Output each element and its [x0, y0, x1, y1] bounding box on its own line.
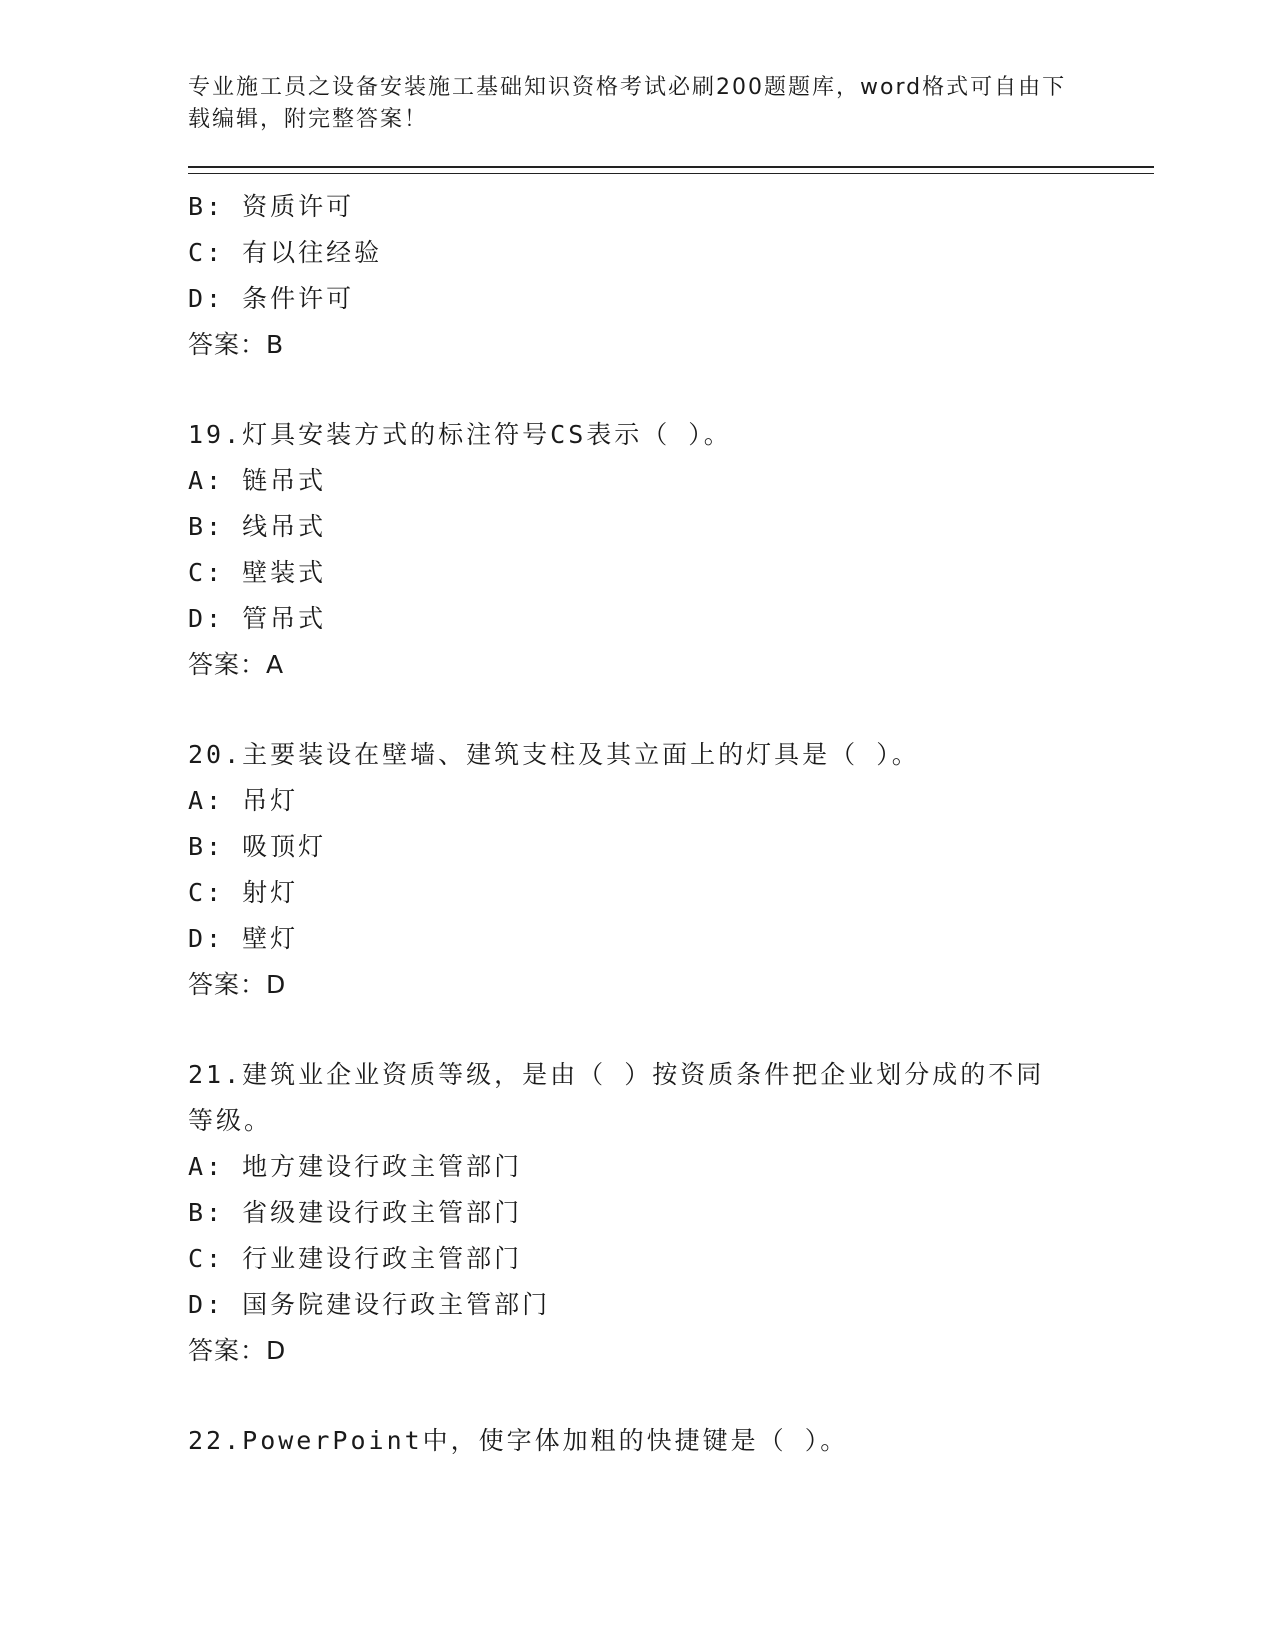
- question-text: 19.灯具安装方式的标注符号CS表示（ ）。: [188, 420, 732, 449]
- answer: 答案：D: [188, 970, 287, 999]
- option-b: B: 省级建设行政主管部门: [188, 1198, 523, 1227]
- option-d: D: 壁灯: [188, 924, 299, 953]
- answer: 答案：D: [188, 1336, 287, 1365]
- option-d: D: 管吊式: [188, 604, 327, 633]
- question-list: [188, 184, 1154, 1464]
- option-d: D: 国务院建设行政主管部门: [188, 1290, 551, 1319]
- option-a: A: 吊灯: [188, 786, 299, 815]
- option-b: B: 线吊式: [188, 512, 327, 541]
- option-a: A: 地方建设行政主管部门: [188, 1152, 523, 1181]
- option-c: C: 射灯: [188, 878, 299, 907]
- option-b: B: 吸顶灯: [188, 832, 327, 861]
- option-d: D: 条件许可: [188, 284, 355, 313]
- question-text: 22.PowerPoint中，使字体加粗的快捷键是（ ）。: [188, 1426, 849, 1455]
- document-page: [188, 72, 1154, 1464]
- option-c: C: 壁装式: [188, 558, 327, 587]
- option-c: C: 行业建设行政主管部门: [188, 1244, 523, 1273]
- header-title: 专业施工员之设备安装施工基础知识资格考试必刷200题题库，word格式可自由下载编辑，附完整答案！: [188, 75, 1067, 132]
- answer: 答案：A: [188, 650, 285, 679]
- option-a: A: 链吊式: [188, 466, 327, 495]
- header-divider: [188, 166, 1154, 174]
- option-b: B: 资质许可: [188, 192, 355, 221]
- question-text: 21.建筑业企业资质等级，是由（ ）按资质条件把企业划分成的不同等级。: [188, 1060, 1045, 1135]
- question-text: 20.主要装设在壁墙、建筑支柱及其立面上的灯具是（ ）。: [188, 740, 920, 769]
- answer: 答案：B: [188, 330, 285, 359]
- option-c: C: 有以往经验: [188, 238, 383, 267]
